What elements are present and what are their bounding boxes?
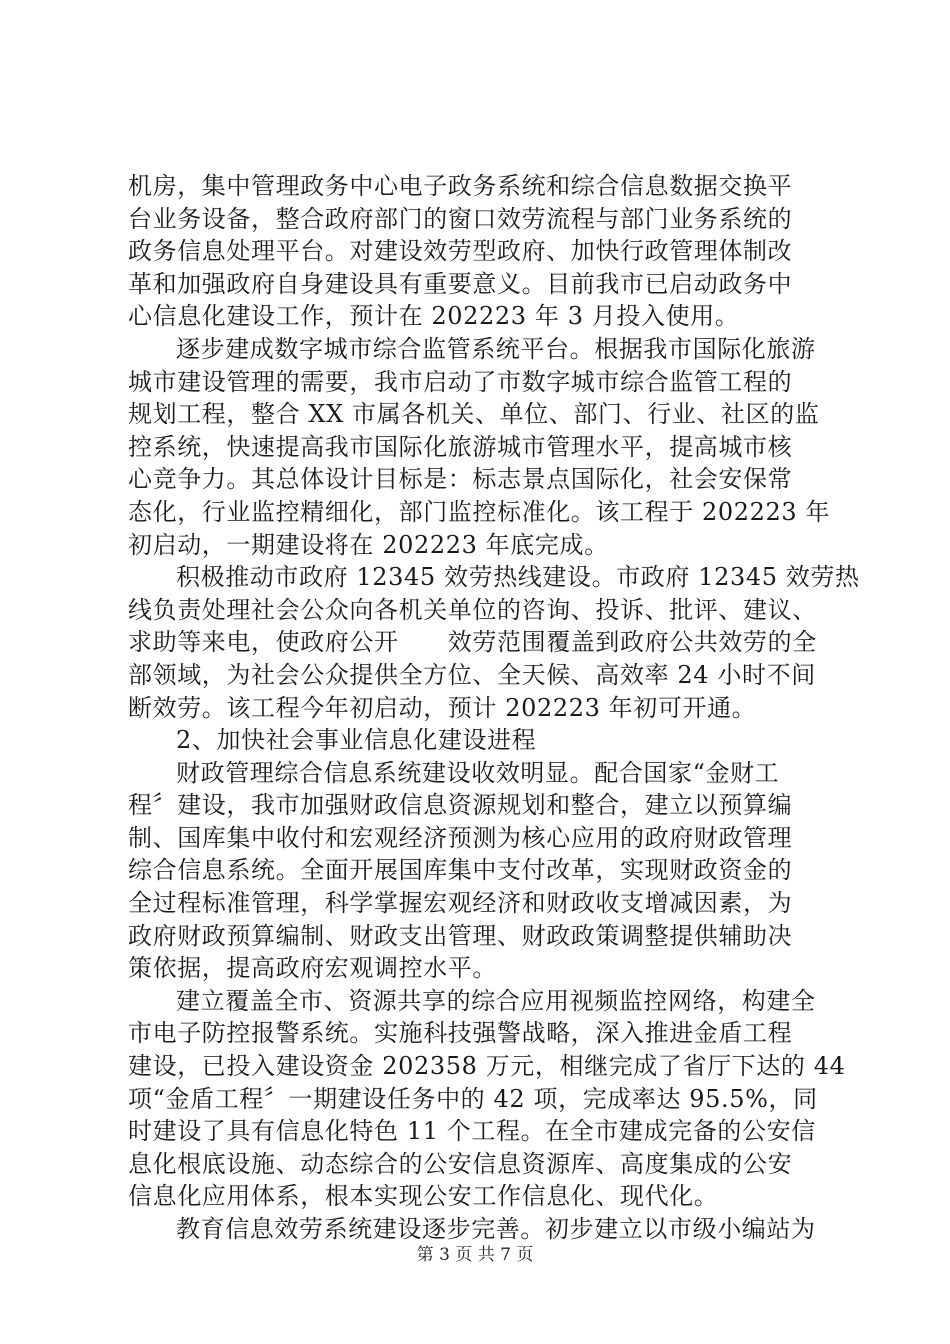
text-line: 革和加强政府自身建设具有重要意义。目前我市已启动政务中 [128, 269, 793, 298]
paragraph-start-line: 建立覆盖全市、资源共享的综合应用视频监控网络，构建全 [176, 986, 816, 1015]
text-line: 求助等来电，使政府公开 效劳范围覆盖到政府公共效劳的全 [128, 628, 817, 657]
text-line: 机房，集中管理政务中心电子政务系统和综合信息数据交换平 [128, 172, 793, 200]
text-line: 城市建设管理的需要，我市启动了市数字城市综合监管工程的 [128, 367, 793, 396]
body-text [128, 170, 860, 1246]
text-line: 息化根底设施、动态综合的公安信息资源库、高度集成的公安 [128, 1149, 793, 1178]
text-line: 时建设了具有信息化特色 11 个工程。在全市建成完备的公安信 [128, 1117, 816, 1146]
text-line: 台业务设备，整合政府部门的窗口效劳流程与部门业务系统的 [128, 204, 793, 233]
text-line: 部领域，为社会公众提供全方位、全天候、高效率 24 小时不间 [128, 660, 816, 689]
paragraph-start-line: 教育信息效劳系统建设逐步完善。初步建立以市级小编站为 [176, 1215, 816, 1243]
text-line: 断效劳。该工程今年初启动，预计 202223 年初可开通。 [128, 693, 757, 722]
text-line: 心信息化建设工作，预计在 202223 年 3 月投入使用。 [128, 302, 740, 331]
text-line: 综合信息系统。全面开展国库集中支付改革，实现财政资金的 [128, 856, 793, 885]
paragraph-start-line: 逐步建成数字城市综合监管系统平台。根据我市国际化旅游 [176, 334, 816, 363]
section-heading: 2、加快社会事业信息化建设进程 [176, 726, 537, 755]
page-number-footer: 第 3 页 共 7 页 [416, 1245, 534, 1265]
text-line: 信息化应用体系，根本实现公安工作信息化、现代化。 [128, 1182, 719, 1211]
text-line: 项“金盾工程〞一期建设任务中的 42 项，完成率达 95.5%，同 [128, 1084, 818, 1113]
text-line: 线负责处理社会公众向各机关单位的咨询、投诉、批评、建议、 [128, 595, 817, 624]
text-line: 制、国库集中收付和宏观经济预测为核心应用的政府财政管理 [128, 823, 793, 852]
text-line: 心竞争力。其总体设计目标是：标志景点国际化，社会安保常 [128, 465, 793, 494]
text-line: 态化，行业监控精细化，部门监控标准化。该工程于 202223 年 [128, 497, 831, 526]
text-line: 控系统，快速提高我市国际化旅游城市管理水平，提高城市核 [128, 432, 793, 461]
text-line: 规划工程，整合 XX 市属各机关、单位、部门、行业、社区的监 [128, 400, 820, 429]
text-line: 全过程标准管理，科学掌握宏观经济和财政收支增减因素，为 [128, 889, 793, 918]
paragraph-start-line: 积极推动市政府 12345 效劳热线建设。市政府 12345 效劳热 [176, 563, 860, 592]
text-line: 市电子防控报警系统。实施科技强警战略，深入推进金盾工程 [128, 1019, 793, 1048]
text-line: 策依据，提高政府宏观调控水平。 [128, 954, 497, 983]
text-line: 初启动，一期建设将在 202223 年底完成。 [128, 530, 609, 559]
text-line: 建设，已投入建设资金 202358 万元，相继完成了省厅下达的 44 [128, 1052, 846, 1081]
text-line: 政务信息处理平台。对建设效劳型政府、加快行政管理体制改 [128, 237, 793, 266]
text-line: 程〞建设，我市加强财政信息资源规划和整合，建立以预算编 [128, 791, 793, 820]
paragraph-start-line: 财政管理综合信息系统建设收效明显。配合国家“金财工 [176, 758, 780, 787]
text-line: 政府财政预算编制、财政支出管理、财政政策调整提供辅助决 [128, 921, 793, 950]
